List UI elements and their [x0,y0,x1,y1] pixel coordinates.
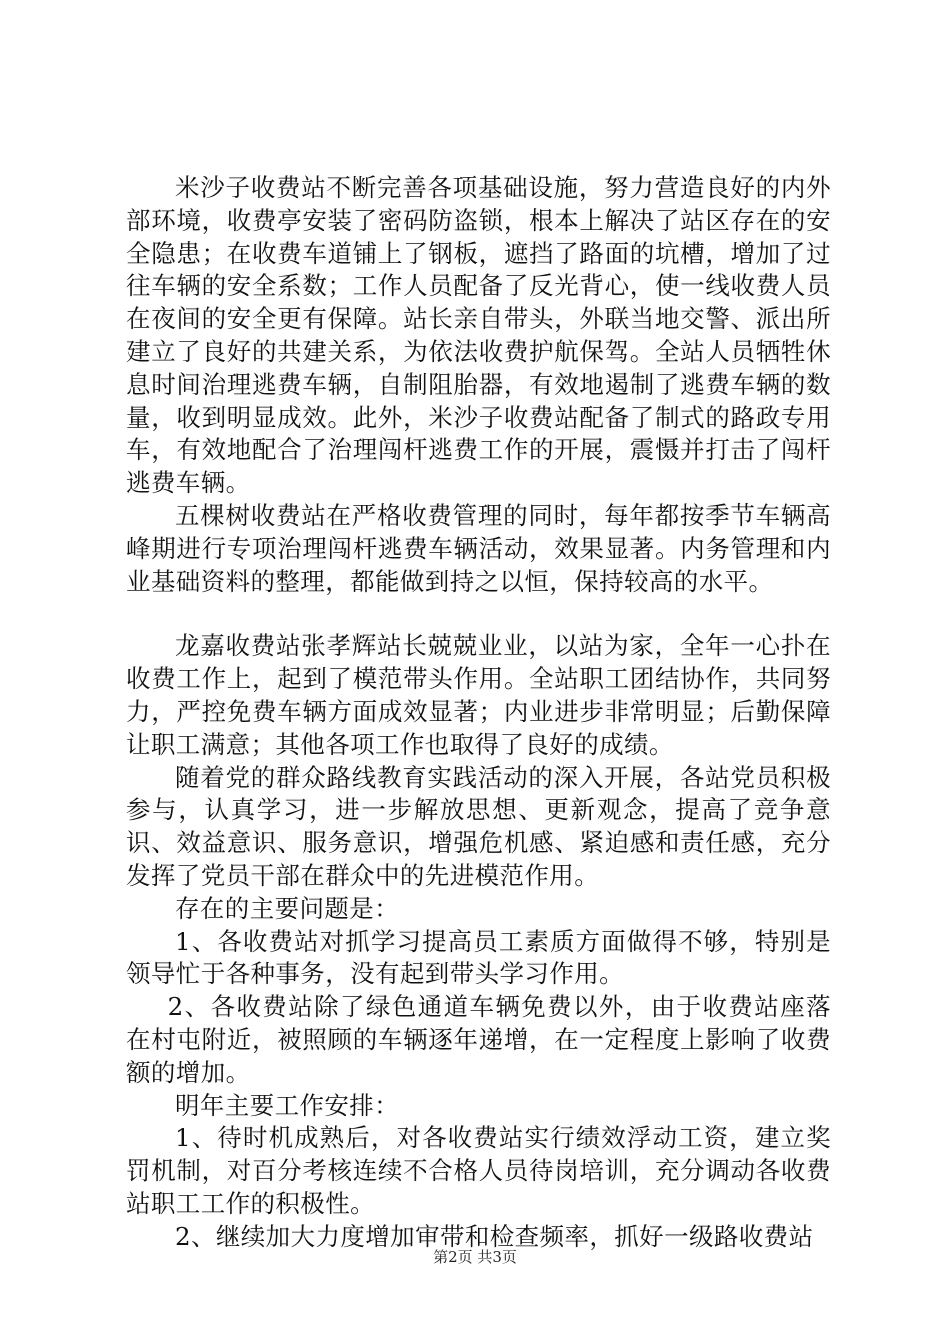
problem-item-1: 1、各收费站对抓学习提高员工素质方面做得不够，特别是领导忙于各种事务，没有起到带头学习作用。 [126,926,831,989]
document-body [126,172,831,1254]
paragraph-party-education: 随着党的群众路线教育实践活动的深入开展，各站党员积极参与，认真学习，进一步解放思想、更新观念，提高了竞争意识、效益意识、服务意识，增强危机感、紧迫感和责任感，充分发挥了党员干部在群众中的先进模范作用。 [126,762,831,890]
plan-item-1: 1、待时机成熟后，对各收费站实行绩效浮动工资，建立奖罚机制，对百分考核连续不合格人员待岗培训，充分调动各收费站职工工作的积极性。 [126,1123,831,1218]
paragraph-longjia-station: 龙嘉收费站张孝辉站长兢兢业业，以站为家，全年一心扑在收费工作上，起到了模范带头作用。全站职工团结协作，共同努力，严控免费车辆方面成效显著；内业进步非常明显；后勤保障让职工满意；其他各项工作也取得了良好的成绩。 [126,631,831,759]
heading-main-problems: 存在的主要问题是： [175,893,400,923]
page-number-footer: 第2页 共3页 [433,1248,517,1266]
heading-next-year-plan: 明年主要工作安排： [175,1090,400,1120]
paragraph-wukeshu-station: 五棵树收费站在严格收费管理的同时，每年都按季节车辆高峰期进行专项治理闯杆逃费车辆活动，效果显著。内务管理和内业基础资料的整理，都能做到持之以恒，保持较高的水平。 [126,500,831,596]
paragraph-mishazi-station: 米沙子收费站不断完善各项基础设施，努力营造良好的内外部环境，收费亭安装了密码防盗锁，根本上解决了站区存在的安全隐患；在收费车道铺上了钢板，遮挡了路面的坑槽，增加了过往车辆的安全系数；工作人员配备了反光背心，使一线收费人员在夜间的安全更有保障。站长亲自带头，外联当地交警、派出所建立了良好的共建关系，为依法收费护航保驾。全站人员牺牲休息时间治理逃费车辆，自制阻胎器，有效地遏制了逃费车辆的数量，收到明显成效。此外，米沙子收费站配备了制式的路政专用车，有效地配合了治理闯杆逃费工作的开展，震慑并打击了闯杆逃费车辆。 [126,173,831,498]
plan-item-2: 2、继续加大力度增加审带和检查频率，抓好一级路收费站 [175,1221,814,1251]
problem-item-2: 2、各收费站除了绿色通道车辆免费以外，由于收费站座落在村屯附近，被照顾的车辆逐年递增，在一定程度上影响了收费额的增加。 [126,992,831,1087]
